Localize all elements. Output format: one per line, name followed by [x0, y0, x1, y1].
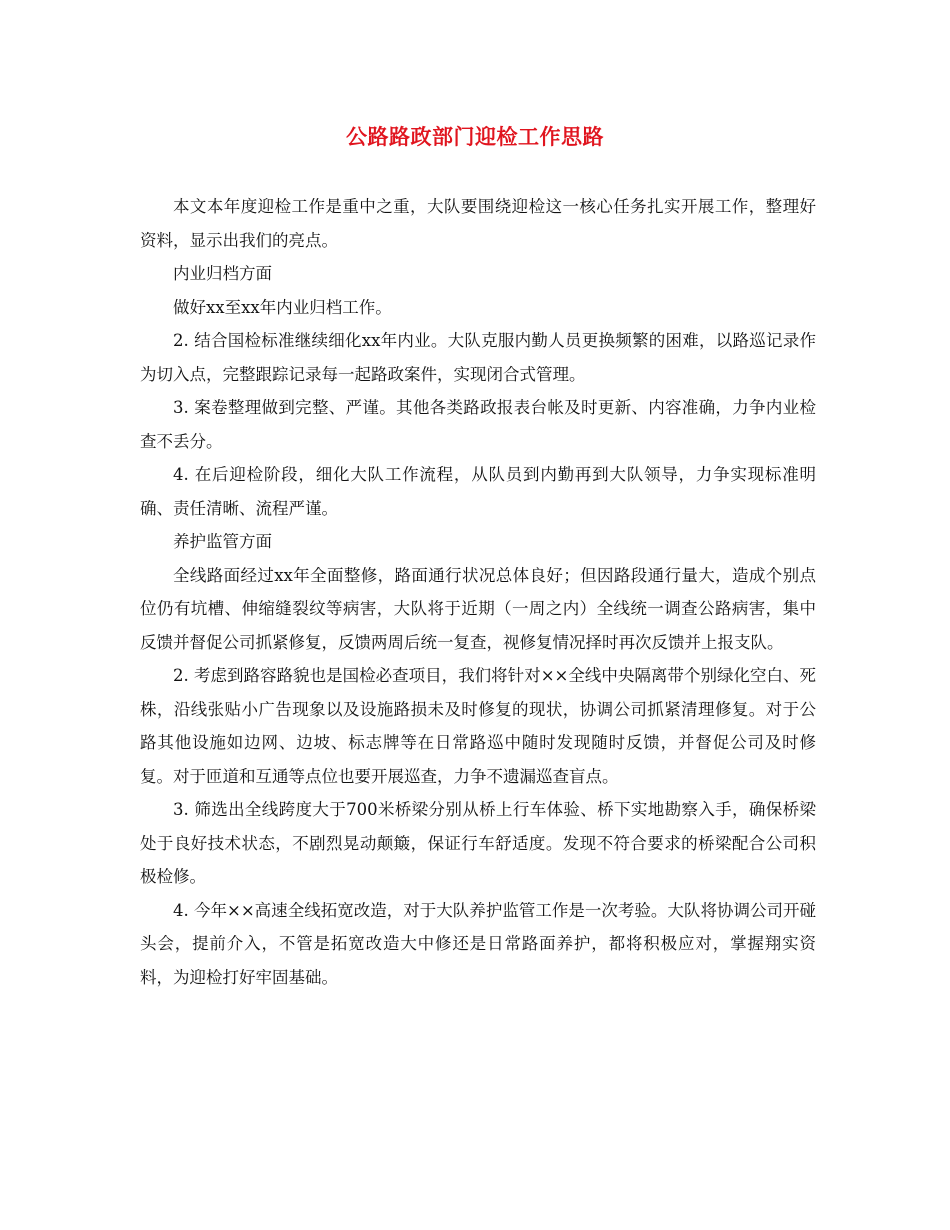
section-heading-internal-archive: 内业归档方面 [173, 264, 272, 283]
document-body [140, 190, 816, 994]
paragraph: 2. 考虑到路容路貌也是国检必查项目，我们将针对××全线中央隔离带个别绿化空白、死株，沿线张贴小广告现象以及设施路损未及时修复的现状，协调公司抓紧清理修复。对于公路其他设施如边网、边坡、标志牌等在日常路巡中随时发现随时反馈，并督促公司及时修复。对于匝道和互通等点位也要开展巡查，力争不遗漏巡查盲点。 [140, 666, 816, 786]
paragraph: 3. 案卷整理做到完整、严谨。其他各类路政报表台帐及时更新、内容准确，力争内业检查不丢分。 [140, 398, 816, 451]
paragraph: 全线路面经过xx年全面整修，路面通行状况总体良好；但因路段通行量大，造成个别点位仍有坑槽、伸缩缝裂纹等病害，大队将于近期（一周之内）全线统一调查公路病害，集中反馈并督促公司抓紧修复，反馈两周后统一复查，视修复情况择时再次反馈并上报支队。 [140, 565, 816, 652]
document-title: 公路路政部门迎检工作思路 [346, 124, 604, 149]
paragraph-intro: 本文本年度迎检工作是重中之重，大队要围绕迎检这一核心任务扎实开展工作，整理好资料，显示出我们的亮点。 [140, 197, 816, 250]
paragraph: 4. 在后迎检阶段，细化大队工作流程，从队员到内勤再到大队领导，力争实现标准明确、责任清晰、流程严谨。 [140, 465, 816, 518]
paragraph: 4. 今年××高速全线拓宽改造，对于大队养护监管工作是一次考验。大队将协调公司开碰头会，提前介入，不管是拓宽改造大中修还是日常路面养护，都将积极应对，掌握翔实资料，为迎检打好牢固基础。 [140, 900, 816, 987]
paragraph: 3. 筛选出全线跨度大于700米桥梁分别从桥上行车体验、桥下实地勘察入手，确保桥梁处于良好技术状态，不剧烈晃动颠簸，保证行车舒适度。发现不符合要求的桥梁配合公司积极检修。 [140, 800, 816, 886]
paragraph: 2. 结合国检标准继续细化xx年内业。大队克服内勤人员更换频繁的困难，以路巡记录作为切入点，完整跟踪记录每一起路政案件，实现闭合式管理。 [140, 331, 816, 384]
paragraph: 做好xx至xx年内业归档工作。 [173, 297, 392, 317]
section-heading-maintenance-supervision: 养护监管方面 [173, 532, 272, 551]
